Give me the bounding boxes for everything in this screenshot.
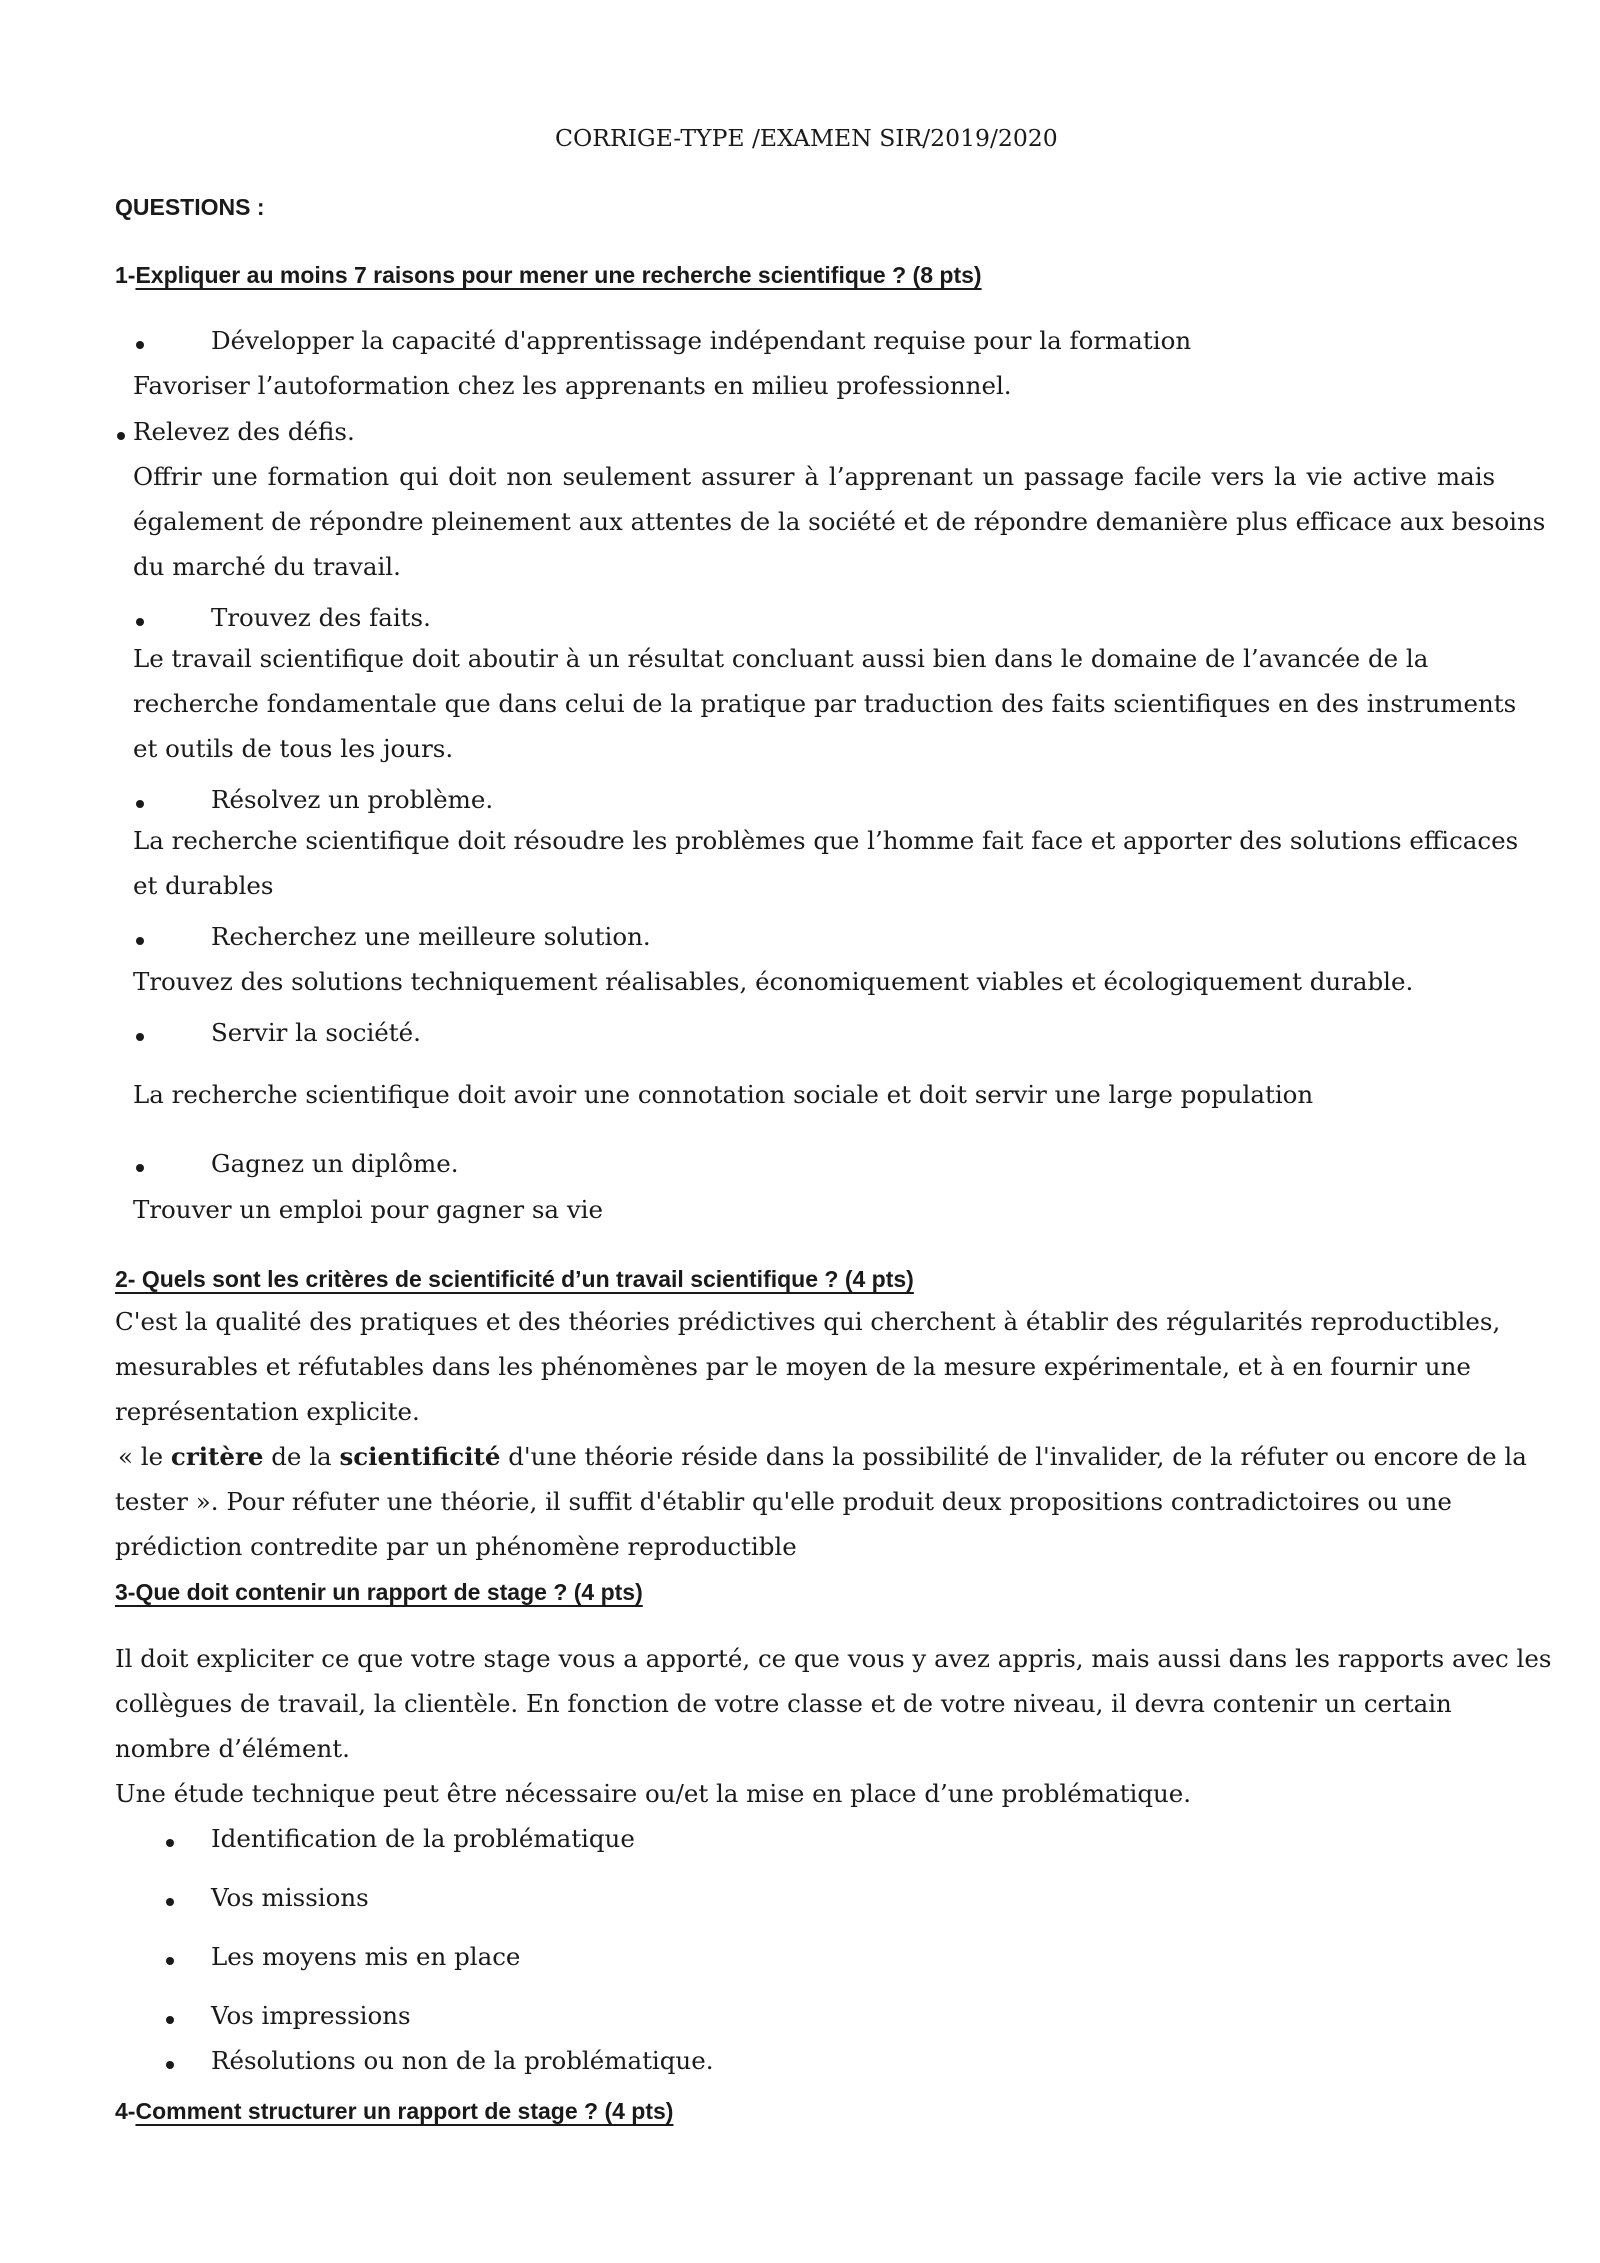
questions-label: QUESTIONS : xyxy=(115,194,265,220)
q1-item-3-detail-line-1: Le travail scientifique doit aboutir à un résultat concluant aussi bien dans le domaine de l’avancée de la xyxy=(133,644,1429,673)
bullet-icon xyxy=(136,341,144,349)
q2-paragraph-2-line-3: prédiction contredite par un phénomène reproductible xyxy=(115,1532,797,1561)
q3-bullet-4: Vos impressions xyxy=(211,2001,411,2030)
question-4-title: Comment structurer un rapport de stage ? (4 pts) xyxy=(135,2098,674,2124)
q3-paragraph-1-line-1: Il doit expliciter ce que votre stage vous a apporté, ce que vous y avez appris, mais aussi dans les rapports avec les xyxy=(115,1644,1552,1673)
document-title: CORRIGE-TYPE /EXAMEN SIR/2019/2020 xyxy=(555,124,1058,152)
question-1-number: 1- xyxy=(115,262,136,288)
q1-item-1: Développer la capacité d'apprentissage indépendant requise pour la formation xyxy=(211,326,1192,355)
q1-item-2: Relevez des défis. xyxy=(133,417,355,446)
keyword-critere: critère xyxy=(170,1442,264,1471)
q1-item-7: Gagnez un diplôme. xyxy=(211,1149,459,1178)
q1-item-4: Résolvez un problème. xyxy=(211,785,494,814)
q1-item-5: Recherchez une meilleure solution. xyxy=(211,922,651,951)
q3-bullet-2: Vos missions xyxy=(211,1883,369,1912)
q3-paragraph-1-line-2: collègues de travail, la clientèle. En fonction de votre classe et de votre niveau, il devra contenir un certain xyxy=(115,1689,1452,1718)
bullet-icon xyxy=(136,1164,144,1172)
bullet-icon xyxy=(136,1033,144,1041)
q1-item-2-detail-line-2: également de répondre pleinement aux attentes de la société et de répondre demanière plus efficace aux besoins xyxy=(133,507,1546,536)
question-4-number: 4- xyxy=(115,2098,136,2124)
q3-bullet-5: Résolutions ou non de la problématique. xyxy=(211,2046,714,2075)
q1-item-1-detail: Favoriser l’autoformation chez les apprenants en milieu professionnel. xyxy=(133,371,1012,400)
question-3-title: 3-Que doit contenir un rapport de stage ? (4 pts) xyxy=(115,1579,643,1605)
q2-paragraph-2-line-1: « le critère de la scientificité d'une théorie réside dans la possibilité de l'invalider, de la réfuter ou encore de la xyxy=(118,1442,1527,1471)
bullet-icon xyxy=(117,432,125,440)
q2-paragraph-1-line-3: représentation explicite. xyxy=(115,1397,420,1426)
bullet-icon xyxy=(136,800,144,808)
q2-paragraph-2-line-2: tester ». Pour réfuter une théorie, il suffit d'établir qu'elle produit deux propositions contradictoires ou une xyxy=(115,1487,1452,1516)
q1-item-3-detail-line-2: recherche fondamentale que dans celui de la pratique par traduction des faits scientifiques en des instruments xyxy=(133,689,1517,718)
q1-item-2-detail-line-1: Offrir une formation qui doit non seulement assurer à l’apprenant un passage facile vers la vie active mais xyxy=(133,462,1496,491)
q1-item-4-detail-line-1: La recherche scientifique doit résoudre les problèmes que l’homme fait face et apporter des solutions efficaces xyxy=(133,826,1519,855)
question-3-heading xyxy=(115,1576,643,1608)
q1-item-3-detail-line-3: et outils de tous les jours. xyxy=(133,734,454,763)
question-2-title: 2- Quels sont les critères de scientificité d’un travail scientifique ? (4 pts) xyxy=(115,1266,914,1292)
q1-item-6-detail: La recherche scientifique doit avoir une connotation sociale et doit servir une large population xyxy=(133,1080,1314,1109)
q3-paragraph-2: Une étude technique peut être nécessaire ou/et la mise en place d’une problématique. xyxy=(115,1779,1192,1808)
bullet-icon xyxy=(166,1839,174,1847)
q1-item-3: Trouvez des faits. xyxy=(211,603,431,632)
q3-bullet-3: Les moyens mis en place xyxy=(211,1942,521,1971)
question-2-heading xyxy=(115,1263,914,1295)
q1-item-5-detail: Trouvez des solutions techniquement réalisables, économiquement viables et écologiquement durable. xyxy=(133,967,1414,996)
bullet-icon xyxy=(166,1957,174,1965)
question-1-title: Expliquer au moins 7 raisons pour mener une recherche scientifique ? (8 pts) xyxy=(135,262,982,288)
question-1-heading xyxy=(115,259,982,291)
bullet-icon xyxy=(166,1898,174,1906)
q1-item-2-detail-line-3: du marché du travail. xyxy=(133,552,401,581)
q1-item-6: Servir la société. xyxy=(211,1018,421,1047)
bullet-icon xyxy=(166,2061,174,2069)
q3-paragraph-1-line-3: nombre d’élément. xyxy=(115,1734,350,1763)
q1-item-4-detail-line-2: et durables xyxy=(133,871,274,900)
bullet-icon xyxy=(166,2016,174,2024)
q3-bullet-1: Identification de la problématique xyxy=(211,1824,635,1853)
question-4-heading xyxy=(115,2095,673,2127)
q2-paragraph-1-line-2: mesurables et réfutables dans les phénomènes par le moyen de la mesure expérimentale, et à en fournir une xyxy=(115,1352,1471,1381)
q1-item-7-detail: Trouver un emploi pour gagner sa vie xyxy=(133,1195,603,1224)
q2-paragraph-1-line-1: C'est la qualité des pratiques et des théories prédictives qui cherchent à établir des régularités reproductibles, xyxy=(115,1307,1501,1336)
bullet-icon xyxy=(136,618,144,626)
bullet-icon xyxy=(136,937,144,945)
keyword-scientificite: scientificité xyxy=(339,1442,501,1471)
